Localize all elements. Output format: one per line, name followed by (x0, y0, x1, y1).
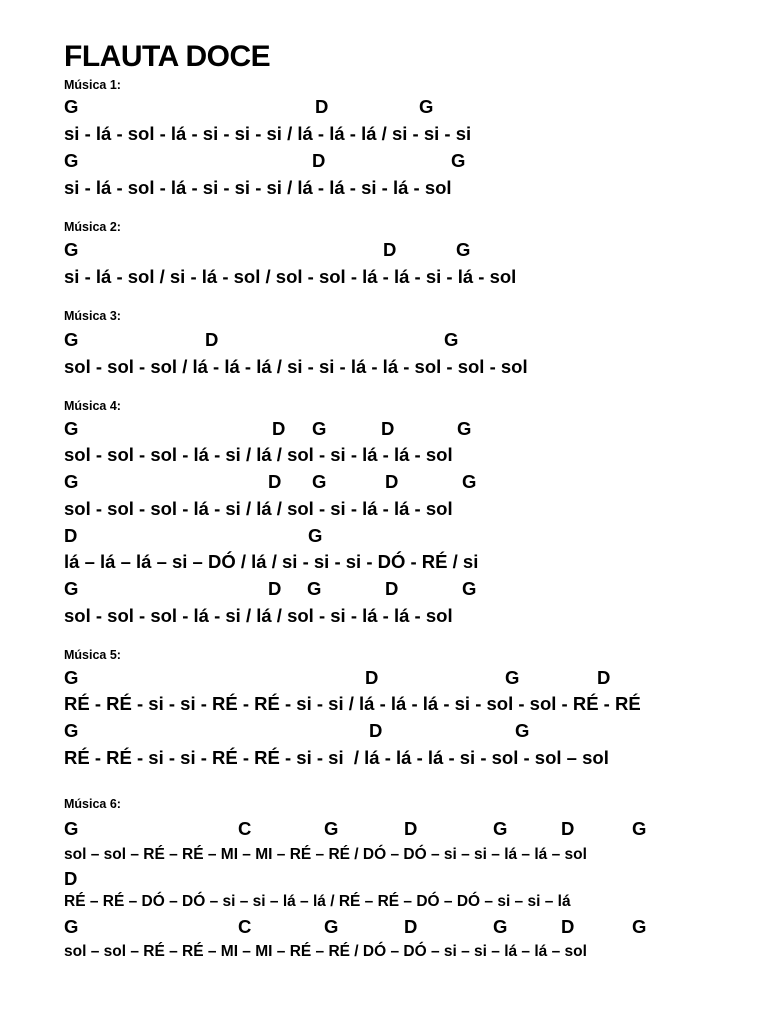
chord: G (457, 418, 472, 439)
chord: D (64, 525, 78, 546)
chord: G (64, 239, 79, 260)
chord: G (64, 329, 79, 350)
chord: G (64, 818, 79, 839)
chord: D (561, 916, 575, 937)
chord: G (312, 471, 327, 492)
chord: G (493, 916, 508, 937)
chord: D (369, 720, 383, 741)
chord: G (505, 667, 520, 688)
lyric-line: sol - sol - sol - lá - si / lá / sol - si - lá - lá - sol (64, 444, 453, 465)
chord: G (308, 525, 323, 546)
song-label: Música 6: (64, 797, 121, 811)
chord: G (64, 150, 79, 171)
chord: G (462, 471, 477, 492)
song-label: Música 2: (64, 220, 121, 234)
chord: D (404, 818, 418, 839)
chord: D (597, 667, 611, 688)
lyric-line: RÉ - RÉ - si - si - RÉ - RÉ - si - si / lá - lá - lá - si - sol - sol - RÉ - RÉ (64, 693, 641, 714)
song-label: Música 5: (64, 648, 121, 662)
song-label: Música 4: (64, 399, 121, 413)
chord: G (64, 667, 79, 688)
chord: C (238, 916, 252, 937)
chord: G (64, 916, 79, 937)
lyric-line: si - lá - sol - lá - si - si - si / lá - lá - si - lá - sol (64, 177, 452, 198)
chord: G (324, 916, 339, 937)
chord: G (64, 720, 79, 741)
song-label: Música 3: (64, 309, 121, 323)
chord: C (238, 818, 252, 839)
chord: G (64, 471, 79, 492)
lyric-line: si - lá - sol - lá - si - si - si / lá - lá - lá / si - si - si (64, 123, 472, 144)
chord: G (324, 818, 339, 839)
lyric-line: sol – sol – RÉ – RÉ – MI – MI – RÉ – RÉ / DÓ – DÓ – si – si – lá – lá – sol (64, 943, 587, 960)
chord: D (268, 578, 282, 599)
chord: G (64, 418, 79, 439)
chord: D (561, 818, 575, 839)
chord: G (312, 418, 327, 439)
chord: G (515, 720, 530, 741)
chord: G (307, 578, 322, 599)
chord: G (632, 818, 647, 839)
chord: D (312, 150, 326, 171)
chord: G (419, 96, 434, 117)
chord: G (456, 239, 471, 260)
lyric-line: lá – lá – lá – si – DÓ / lá / si - si - si - DÓ - RÉ / si (64, 551, 479, 572)
chord: D (383, 239, 397, 260)
lyric-line: RÉ - RÉ - si - si - RÉ - RÉ - si - si / lá - lá - lá - si - sol - sol – sol (64, 747, 609, 768)
chord: D (268, 471, 282, 492)
chord: D (385, 471, 399, 492)
lyric-line: sol - sol - sol - lá - si / lá / sol - si - lá - lá - sol (64, 498, 453, 519)
chord: G (64, 96, 79, 117)
chord: D (315, 96, 329, 117)
lyric-line: sol – sol – RÉ – RÉ – MI – MI – RÉ – RÉ / DÓ – DÓ – si – si – lá – lá – sol (64, 846, 587, 863)
chord: G (632, 916, 647, 937)
chord: D (385, 578, 399, 599)
chord: G (444, 329, 459, 350)
lyric-line: RÉ – RÉ – DÓ – DÓ – si – si – lá – lá / RÉ – RÉ – DÓ – DÓ – si – si – lá (64, 893, 571, 910)
lyric-line: si - lá - sol / si - lá - sol / sol - sol - lá - lá - si - lá - sol (64, 266, 517, 287)
chord: D (272, 418, 286, 439)
chord: D (64, 868, 78, 889)
chord: D (205, 329, 219, 350)
song-label: Música 1: (64, 78, 121, 92)
chord: D (365, 667, 379, 688)
page-title: FLAUTA DOCE (64, 40, 271, 73)
chord: D (404, 916, 418, 937)
chord: G (451, 150, 466, 171)
lyric-line: sol - sol - sol - lá - si / lá / sol - si - lá - lá - sol (64, 605, 453, 626)
chord: G (493, 818, 508, 839)
chord: G (64, 578, 79, 599)
chord: D (381, 418, 395, 439)
lyric-line: sol - sol - sol / lá - lá - lá / si - si - lá - lá - sol - sol - sol (64, 356, 528, 377)
chord: G (462, 578, 477, 599)
